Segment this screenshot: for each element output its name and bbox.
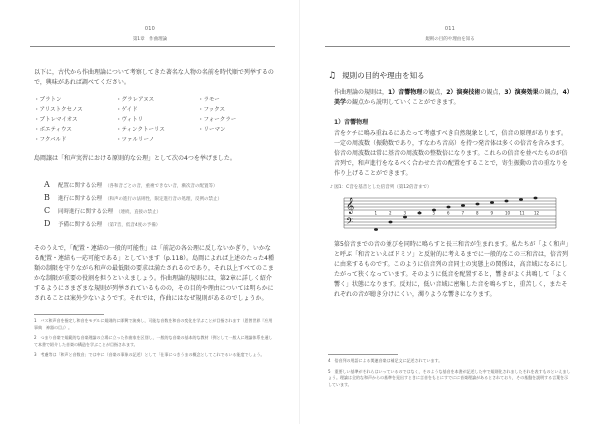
composer-list xyxy=(34,96,276,144)
text-run: の観点， xyxy=(480,89,505,96)
treble-clef-icon: 𝄞 xyxy=(346,198,355,214)
body-paragraph: 音をケチに鳴み重ねるにあたって考慮すべき自然現象として，倍音の原理があります。一定の周波数（振動数であり，すなわち音高）を持つ発音体は多くの倍音を含みます。倍音の周波数は常に基音の周波数の整数倍になります。これらの倍音を並べたものが倍音列で，和声進行をなるべく合わせた音の配置をすることで，寄生振動の音の重なりを作り上げることができます。 xyxy=(334,130,568,177)
composer-item: ・ヴィトリ xyxy=(116,117,144,123)
axiom-letter: B xyxy=(44,193,50,202)
composer-item: ・ラモー xyxy=(198,97,220,103)
section-title-text: 規則の目的や理由を知る xyxy=(342,71,425,80)
axiom-text: 同時進行に関する公理 xyxy=(58,209,114,215)
harmonic-number: 1 xyxy=(374,210,378,216)
harmonic-number: 8 xyxy=(476,210,479,216)
music-note-icon: ♫ xyxy=(328,70,337,81)
emphasis: 1）音響物理 xyxy=(388,89,423,96)
axiom-letter: A xyxy=(44,180,50,189)
text-run: の観点， xyxy=(538,89,563,96)
body-paragraph: 第5倍音までの音の並びを同時に鳴らすと長三和音が生まれます。私たちが「よく和声」と呼ぶ「和音といえばドミソ」と反射的に考えるまでに一般的なこの三和音は，倍音列に由来するものです。このように倍音列の音同士の実態上の関係は，高音域になるにしたがって狭くなっています。そのように低音を配置すると，響きがよく共鳴して「よく響く」状態になります。反対に，低い音域に密集した音を鳴らすと，重苦しく，またそれぞれの音が聴き分けにくい，濁りような響きになります。 xyxy=(334,241,572,298)
axiom-list xyxy=(44,180,274,232)
section-title xyxy=(328,70,425,81)
axiom-item xyxy=(44,219,274,232)
axiom-letter: C xyxy=(44,206,51,215)
axiom-item xyxy=(44,193,274,206)
footnote-rule xyxy=(34,314,104,315)
body-paragraph: そのうえで，「配置・連結の一般的可能性」は「前記の各公理に反しないかぎり，いかなる配置・連結も一応可能である」としています（p.118）。島岡によれば上述のたった4種類の制限を守りながら和声の最低限の要求は満たされるのであり，それ以上すべてのこまかな制限が重要の役割を担うといえましょう。作曲理論的規則には，第2章に詳しく紹介するようにさまざまな規則が列挙されているものの，その目的や理由については明らかにされることは案外少ないようです。それでは，作曲にはなぜ規則があるのでしょうか。 xyxy=(34,245,274,302)
subsection-heading: 1）音響物理 xyxy=(334,119,369,126)
harmonic-note xyxy=(490,201,494,204)
harmonic-number: 5 xyxy=(432,210,436,216)
composer-item: ・フクバルド xyxy=(34,137,67,143)
emphasis: 2）演奏技術 xyxy=(446,89,481,96)
harmonic-note xyxy=(447,206,451,209)
footnote: 4 倍音列の用語による関連音楽は補足文に記述されています。 xyxy=(328,358,443,363)
harmonic-number: 3 xyxy=(403,210,407,216)
harmonic-number: 7 xyxy=(461,210,465,216)
harmonic-note xyxy=(389,221,393,224)
axiom-text: 予備に関する公理 xyxy=(58,222,103,228)
footnote: 2 つまり音楽で規範的な音楽理論の立場に立った作曲家を区別し，一般的な音楽の基本的な教材（例として一般人に理論体系を通して本書で紹介した音楽の構造を学ぶことが目指されます。 xyxy=(34,335,273,347)
text-run: 作曲理論の規則は， xyxy=(334,89,389,96)
harmonic-number: 9 xyxy=(490,210,494,216)
harmonic-note xyxy=(403,216,407,219)
harmonic-number: 6 xyxy=(447,210,450,216)
harmonic-number: 12 xyxy=(534,210,540,216)
harmonic-note xyxy=(374,228,378,231)
axiom-desc: （第7音，低音4度の予備） xyxy=(105,223,161,228)
running-head-right: 規則の目的や理由を知る xyxy=(425,37,475,42)
harmonic-number: 4 xyxy=(418,210,421,216)
text-run: の観点， xyxy=(422,89,447,96)
quote-intro-paragraph: 島岡譲は「和声実習における原則的な公理」として次の4つを挙げました。 xyxy=(34,155,236,162)
composer-item: ・ツァルリーノ xyxy=(116,137,155,143)
axiom-text: 進行に関する公理 xyxy=(58,196,103,202)
bass-clef-icon: 𝄢 xyxy=(346,216,354,229)
harmonic-note xyxy=(461,204,465,207)
harmonic-series-staff xyxy=(340,192,560,232)
header-rule-left xyxy=(30,46,275,47)
emphasis: 4）美学 xyxy=(334,89,570,106)
composer-item: ・プラトン xyxy=(34,97,62,103)
composer-item: ・グラレアヌス xyxy=(116,97,155,103)
axiom-desc: （連続，直接の禁止） xyxy=(116,210,162,215)
harmonic-note xyxy=(534,197,538,200)
axiom-desc: （各和音ごとの音，重複できない音，漸次音の配置等） xyxy=(105,184,218,189)
harmonic-number: 11 xyxy=(519,210,525,216)
footnote: 3 考慮等は「和声と音数音」では中に（音楽の事象の記述）として「仕事につきうまの概念としてこれでるいる能度でしょう。 xyxy=(34,352,265,357)
footnotes-right xyxy=(328,358,572,392)
harmonic-note xyxy=(476,203,480,206)
axiom-letter: D xyxy=(44,219,51,228)
footnote-rule xyxy=(328,354,398,355)
composer-item: ・プトレマイオス xyxy=(34,117,78,123)
harmonic-note xyxy=(519,198,523,201)
axiom-item xyxy=(44,180,274,193)
composer-item: ・ティンクトーリス xyxy=(116,127,165,133)
harmonic-number: 10 xyxy=(505,210,511,216)
composer-item: ・ゲイド xyxy=(116,107,138,113)
harmonic-labels xyxy=(375,211,540,216)
composer-item: ・ボエティウス xyxy=(34,127,72,133)
axiom-text: 配置に関する公理 xyxy=(58,183,103,189)
composer-item: ・アリストクセノス xyxy=(34,107,83,113)
harmonic-notes xyxy=(374,197,538,231)
running-head-left: 第1章 作曲理論 xyxy=(132,37,168,42)
harmonic-note xyxy=(505,200,509,203)
page-number-right: 011 xyxy=(444,26,456,32)
footnotes-left xyxy=(34,318,276,363)
text-run: の観点から説明していくことができます。 xyxy=(346,99,460,106)
footnote: 1 バス和声音を指定し和音をモデルに規則的に即興で演奏し，可能な音数を和音の変化を学ぶことが目指されます（恩曽世界『应用事典 神器の目』）。 xyxy=(34,318,273,330)
intro-paragraph: 以下に，古代から作曲理論について考察してきた著名な人物の名前を時代順で列挙するので，興味があれば調べてください。 xyxy=(34,69,274,86)
composer-item: ・フォークラー xyxy=(198,117,237,123)
axiom-desc: （和声の進行の法則性，限定進行音の処理，反例の禁止） xyxy=(105,197,223,202)
composer-item: ・フックス xyxy=(198,107,226,113)
page-number-left: 010 xyxy=(144,26,156,32)
header-rule-right xyxy=(325,46,570,47)
footnote: 5 重要しい基準がそれらはいっているのではなく，そのような基音を本書が記述した中で規則化されましたそれを表すものといえましょう。理論は全的な和声からの基準を見出すときに言音をもとにすでにに音楽理論があるとされており，その基盤を説明する言葉を示しています。 xyxy=(328,368,571,387)
composer-item: ・リーマン xyxy=(198,127,226,133)
axiom-item xyxy=(44,206,274,219)
harmonic-number: 2 xyxy=(389,210,392,216)
right-page xyxy=(300,0,600,424)
emphasis: 3）演奏効果 xyxy=(504,89,539,96)
figure-caption: ♪ 図1：C音を基音とした倍音列（第12倍音まで） xyxy=(330,185,432,190)
body-paragraph xyxy=(334,88,572,108)
